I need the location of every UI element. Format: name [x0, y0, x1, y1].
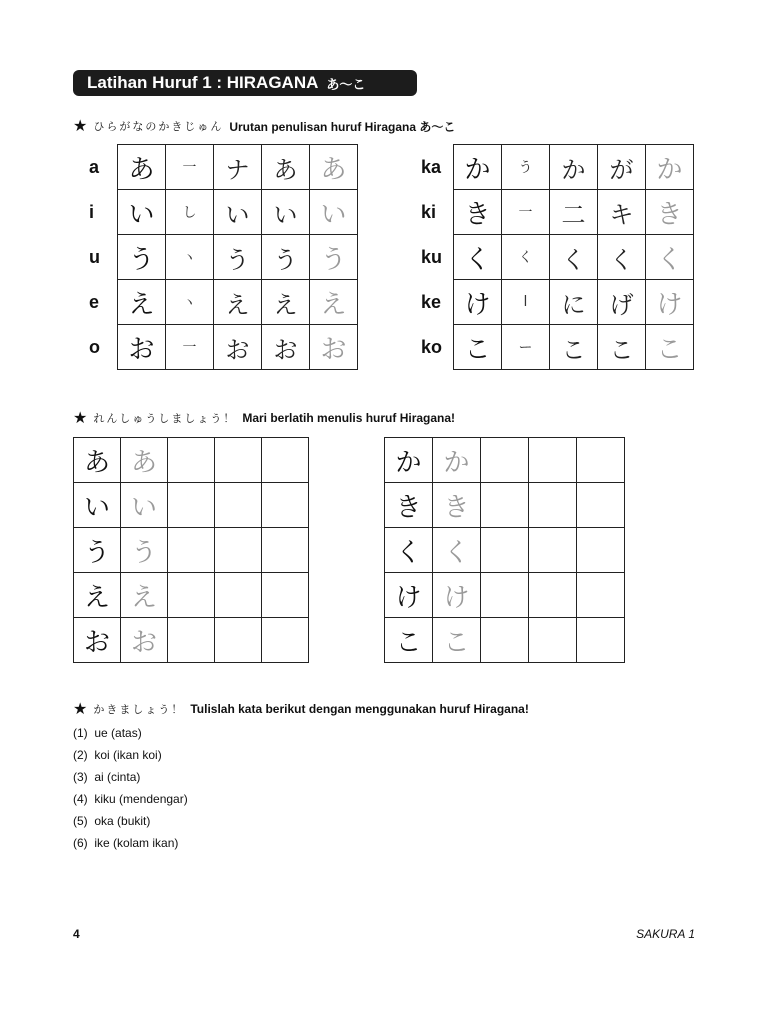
item-number: (5) — [73, 814, 88, 828]
kana-cell: き — [646, 190, 694, 235]
romaji-label: ko — [421, 336, 443, 357]
kana-cell: あ — [262, 145, 310, 190]
kana-cell: く — [646, 235, 694, 280]
table-row — [405, 280, 694, 325]
page-number: 4 — [73, 927, 80, 941]
blank-cell — [262, 438, 309, 483]
item-text: koi (ikan koi) — [94, 748, 162, 762]
blank-cell — [481, 618, 529, 663]
kana-cell: か — [550, 145, 598, 190]
table-row — [74, 438, 309, 483]
table-row — [73, 235, 358, 280]
kana-cell: う — [214, 235, 262, 280]
kana-cell: こ — [598, 325, 646, 370]
blank-cell — [215, 438, 262, 483]
kana-cell: か — [385, 438, 433, 483]
kana-cell: l — [502, 280, 550, 325]
kana-cell: け — [454, 280, 502, 325]
kana-cell: あ — [118, 145, 166, 190]
kana-cell: い — [118, 190, 166, 235]
romaji-label: ku — [421, 246, 443, 267]
blank-cell — [215, 483, 262, 528]
section-id-label: Urutan penulisan huruf Hiragana あ〜こ — [229, 119, 456, 134]
kana-cell: い — [74, 483, 121, 528]
page-title-kana: あ〜こ — [326, 77, 366, 93]
star-icon: ★ — [73, 118, 88, 135]
romaji-label: e — [89, 291, 100, 312]
table-row — [74, 483, 309, 528]
star-icon: ★ — [73, 410, 88, 427]
section-jp-label: ひらがなのかきじゅん — [93, 120, 224, 133]
kana-cell: け — [646, 280, 694, 325]
table-row — [74, 573, 309, 618]
item-text: ue (atas) — [94, 726, 142, 740]
kana-cell: か — [646, 145, 694, 190]
blank-cell — [481, 528, 529, 573]
stroke-order-table-left — [73, 144, 358, 370]
kana-cell: う — [118, 235, 166, 280]
stroke-table — [73, 144, 358, 370]
kana-cell: あ — [74, 438, 121, 483]
kana-cell: が — [598, 145, 646, 190]
kana-cell: え — [118, 280, 166, 325]
list-item — [73, 748, 188, 770]
kana-cell: い — [214, 190, 262, 235]
kana-guide-cell: い — [121, 483, 168, 528]
table-row — [73, 190, 358, 235]
kana-cell: う — [262, 235, 310, 280]
item-number: (1) — [73, 726, 88, 740]
kana-cell: こ — [646, 325, 694, 370]
star-icon: ★ — [73, 701, 88, 718]
blank-cell — [262, 573, 309, 618]
list-item — [73, 726, 188, 748]
section-id-label: Tulislah kata berikut dengan menggunakan huruf Hiragana! — [190, 702, 529, 716]
kana-cell: け — [385, 573, 433, 618]
blank-cell — [168, 618, 215, 663]
blank-cell — [215, 573, 262, 618]
item-text: kiku (mendengar) — [94, 792, 188, 806]
section-jp-label: れんしゅうしましょう！ — [93, 412, 237, 425]
kana-cell: い — [262, 190, 310, 235]
kana-cell: お — [310, 325, 358, 370]
blank-cell — [262, 618, 309, 663]
item-number: (2) — [73, 748, 88, 762]
kana-cell: ー — [502, 325, 550, 370]
kana-cell: お — [118, 325, 166, 370]
table-row — [405, 190, 694, 235]
blank-cell — [529, 483, 577, 528]
kana-cell: え — [74, 573, 121, 618]
blank-cell — [262, 528, 309, 573]
blank-cell — [577, 438, 625, 483]
table-row — [74, 528, 309, 573]
item-text: ai (cinta) — [94, 770, 141, 784]
practice-table — [73, 437, 309, 663]
table-row — [385, 618, 625, 663]
section-writing-heading — [73, 699, 529, 719]
kana-cell: 二 — [550, 190, 598, 235]
kana-cell: こ — [385, 618, 433, 663]
item-number: (6) — [73, 836, 88, 850]
kana-cell: く — [550, 235, 598, 280]
kana-cell: 一 — [166, 325, 214, 370]
kana-cell: に — [550, 280, 598, 325]
kana-guide-cell: え — [121, 573, 168, 618]
kana-cell: い — [310, 190, 358, 235]
kana-cell: お — [262, 325, 310, 370]
section-stroke-order-heading — [73, 116, 455, 136]
kana-cell: き — [454, 190, 502, 235]
kana-guide-cell: け — [433, 573, 481, 618]
kana-cell: あ — [310, 145, 358, 190]
blank-cell — [577, 483, 625, 528]
romaji-label: u — [89, 246, 100, 267]
romaji-label: o — [89, 336, 100, 357]
kana-cell: く — [598, 235, 646, 280]
kana-guide-cell: う — [121, 528, 168, 573]
romaji-label: i — [89, 201, 95, 222]
stroke-order-table-right — [405, 144, 694, 370]
section-jp-label: かきましょう！ — [93, 703, 185, 716]
blank-cell — [168, 528, 215, 573]
kana-cell: う — [310, 235, 358, 280]
blank-cell — [529, 528, 577, 573]
item-number: (3) — [73, 770, 88, 784]
table-row — [73, 325, 358, 370]
blank-cell — [577, 618, 625, 663]
table-row — [73, 145, 358, 190]
list-item — [73, 770, 188, 792]
table-row — [405, 235, 694, 280]
title-banner — [73, 70, 417, 96]
page-title: Latihan Huruf 1 : HIRAGANA — [87, 73, 319, 92]
blank-cell — [529, 618, 577, 663]
item-number: (4) — [73, 792, 88, 806]
table-row — [405, 325, 694, 370]
romaji-label: ka — [421, 156, 442, 177]
practice-grid-left — [73, 437, 309, 663]
table-row — [385, 573, 625, 618]
kana-cell: こ — [550, 325, 598, 370]
kana-cell: お — [74, 618, 121, 663]
word-list — [73, 726, 188, 858]
book-title: SAKURA 1 — [636, 927, 695, 941]
kana-guide-cell: き — [433, 483, 481, 528]
kana-cell: ヽ — [166, 235, 214, 280]
blank-cell — [215, 618, 262, 663]
kana-guide-cell: あ — [121, 438, 168, 483]
table-row — [385, 528, 625, 573]
kana-cell: し — [166, 190, 214, 235]
table-row — [385, 483, 625, 528]
kana-guide-cell: か — [433, 438, 481, 483]
section-id-label: Mari berlatih menulis huruf Hiragana! — [242, 411, 456, 425]
kana-cell: ヽ — [166, 280, 214, 325]
kana-guide-cell: お — [121, 618, 168, 663]
section-practice-heading — [73, 408, 455, 428]
blank-cell — [481, 438, 529, 483]
kana-cell: う — [74, 528, 121, 573]
table-row — [73, 280, 358, 325]
blank-cell — [577, 573, 625, 618]
table-row — [385, 438, 625, 483]
kana-cell: こ — [454, 325, 502, 370]
list-item — [73, 792, 188, 814]
kana-cell: げ — [598, 280, 646, 325]
blank-cell — [529, 438, 577, 483]
kana-guide-cell: こ — [433, 618, 481, 663]
list-item — [73, 814, 188, 836]
stroke-table — [405, 144, 694, 370]
romaji-label: ki — [421, 201, 437, 222]
blank-cell — [577, 528, 625, 573]
practice-table — [384, 437, 625, 663]
table-row — [405, 145, 694, 190]
romaji-label: ke — [421, 291, 442, 312]
blank-cell — [215, 528, 262, 573]
blank-cell — [481, 573, 529, 618]
blank-cell — [262, 483, 309, 528]
kana-cell: く — [454, 235, 502, 280]
kana-cell: ナ — [214, 145, 262, 190]
kana-cell: え — [214, 280, 262, 325]
kana-guide-cell: く — [433, 528, 481, 573]
item-text: ike (kolam ikan) — [94, 836, 179, 850]
blank-cell — [168, 573, 215, 618]
blank-cell — [529, 573, 577, 618]
kana-cell: キ — [598, 190, 646, 235]
blank-cell — [168, 438, 215, 483]
list-item — [73, 836, 188, 858]
kana-cell: お — [214, 325, 262, 370]
kana-cell: き — [385, 483, 433, 528]
kana-cell: え — [262, 280, 310, 325]
practice-grid-right — [384, 437, 625, 663]
table-row — [74, 618, 309, 663]
kana-cell: か — [454, 145, 502, 190]
kana-cell: く — [502, 235, 550, 280]
kana-cell: 一 — [166, 145, 214, 190]
blank-cell — [168, 483, 215, 528]
kana-cell: 一 — [502, 190, 550, 235]
romaji-label: a — [89, 156, 100, 177]
item-text: oka (bukit) — [94, 814, 151, 828]
blank-cell — [481, 483, 529, 528]
kana-cell: く — [385, 528, 433, 573]
kana-cell: え — [310, 280, 358, 325]
kana-cell: う — [502, 145, 550, 190]
